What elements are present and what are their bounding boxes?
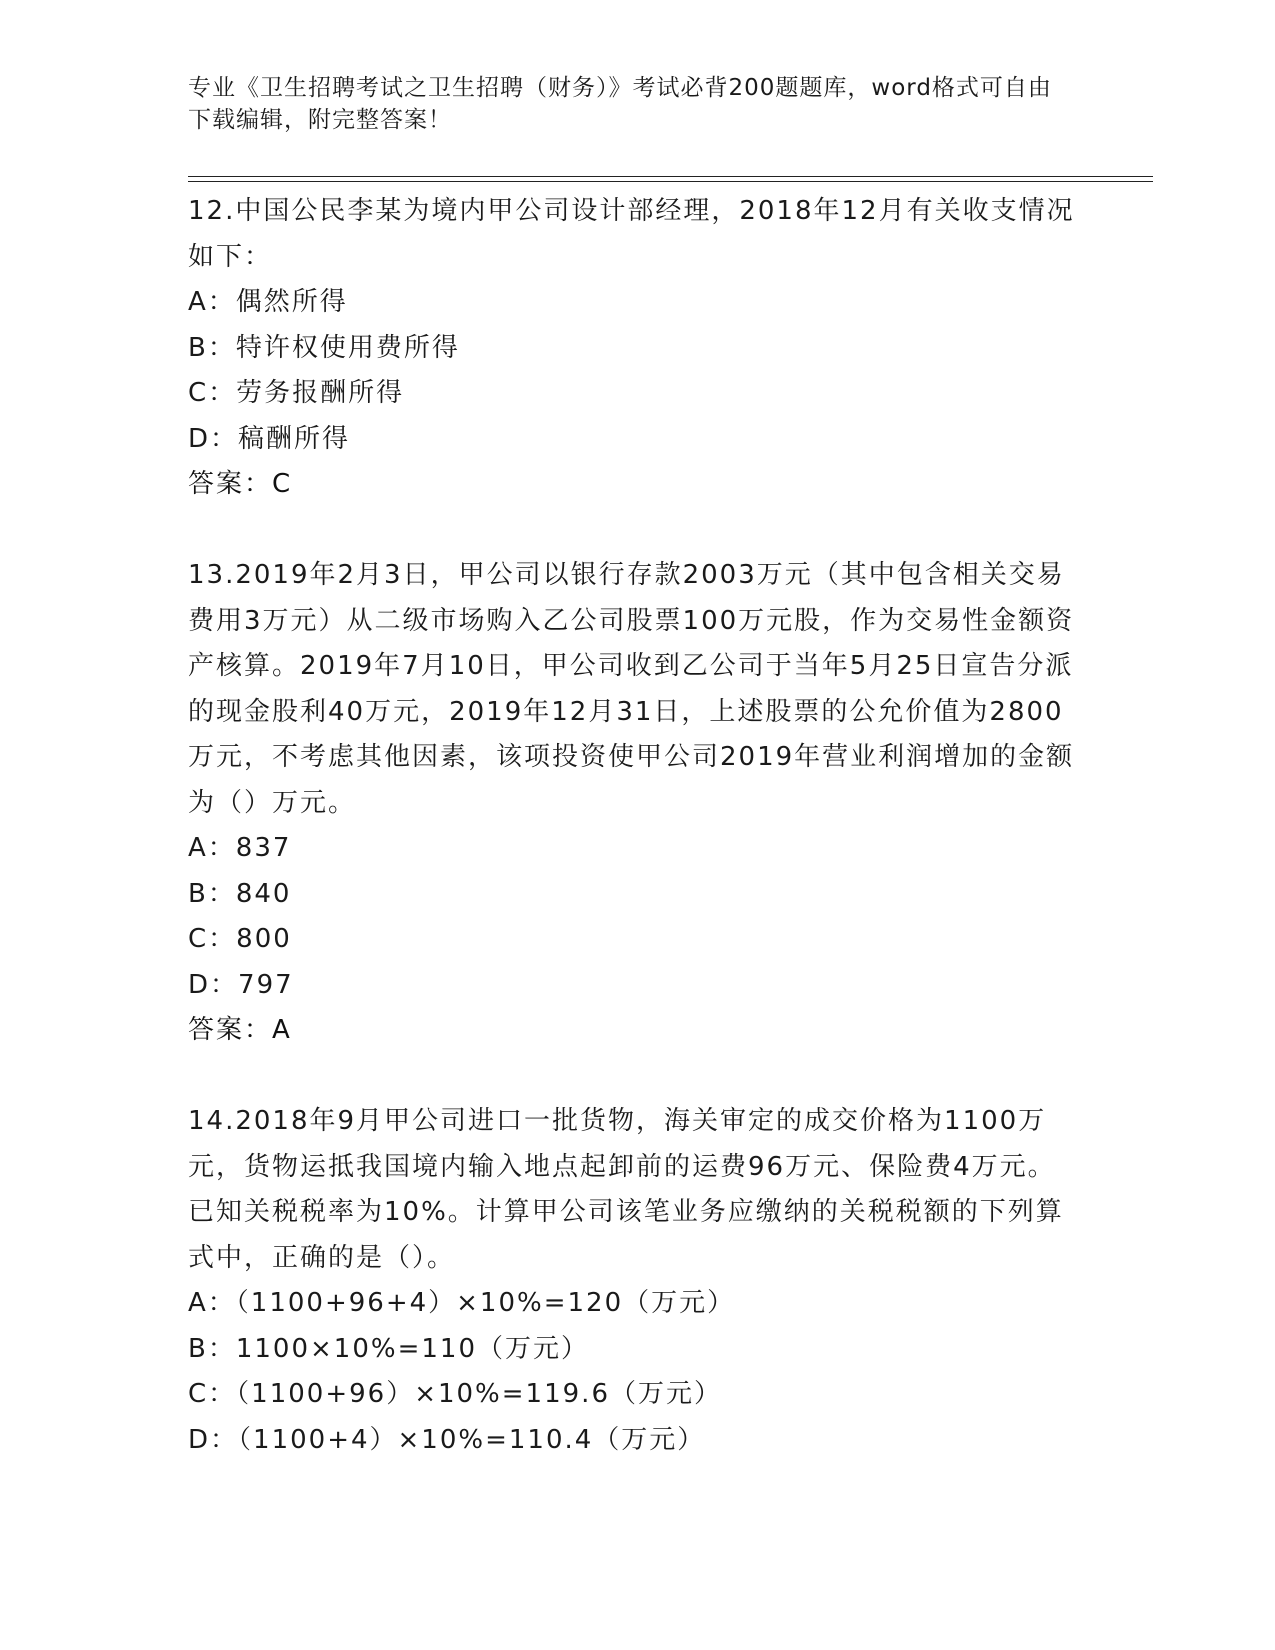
option-a: A：（1100+96+4）×10%=120（万元） — [188, 1288, 736, 1318]
option-d: D：稿酬所得 — [188, 423, 351, 454]
question-14 — [188, 1099, 1078, 1463]
document-header: 专业《卫生招聘考试之卫生招聘（财务）》考试必背200题题库，word格式可自由下载编辑，附完整答案！ — [188, 75, 1052, 133]
option-d: D：797 — [188, 969, 294, 1000]
option-d: D：（1100+4）×10%=110.4（万元） — [188, 1424, 706, 1455]
answer: 答案：A — [188, 1015, 292, 1045]
question-12 — [188, 189, 1078, 508]
option-b: B：1100×10%=110（万元） — [188, 1333, 589, 1364]
header-rule-top — [188, 176, 1153, 177]
header-rule-bottom — [188, 181, 1153, 182]
option-c: C：（1100+96）×10%=119.6（万元） — [188, 1379, 722, 1409]
question-stem: 13.2019年2月3日，甲公司以银行存款2003万元（其中包含相关交易费用3万元）从二级市场购入乙公司股票100万元股，作为交易性金额资产核算。2019年7月10日，甲公司收到乙公司于当年5月25日宣告分派的现金股利40万元，2019年12月31日，上述股票的公允价值为2800万元，不考虑其他因素，该项投资使甲公司2019年营业利润增加的金额为（）万元。 — [188, 560, 1075, 818]
option-c: C：劳务报酬所得 — [188, 378, 405, 408]
option-b: B：840 — [188, 878, 292, 909]
question-stem: 14.2018年9月甲公司进口一批货物，海关审定的成交价格为1100万元，货物运抵我国境内输入地点起卸前的运费96万元、保险费4万元。已知关税税率为10%。计算甲公司该笔业务应缴纳的关税税额的下列算式中，正确的是（）。 — [188, 1106, 1064, 1273]
option-a: A：837 — [188, 833, 292, 863]
answer: 答案：C — [188, 469, 293, 499]
option-c: C：800 — [188, 924, 292, 954]
question-stem: 12.中国公民李某为境内甲公司设计部经理，2018年12月有关收支情况如下： — [188, 196, 1075, 272]
option-a: A：偶然所得 — [188, 287, 348, 317]
option-b: B：特许权使用费所得 — [188, 332, 460, 363]
question-13 — [188, 553, 1078, 1054]
